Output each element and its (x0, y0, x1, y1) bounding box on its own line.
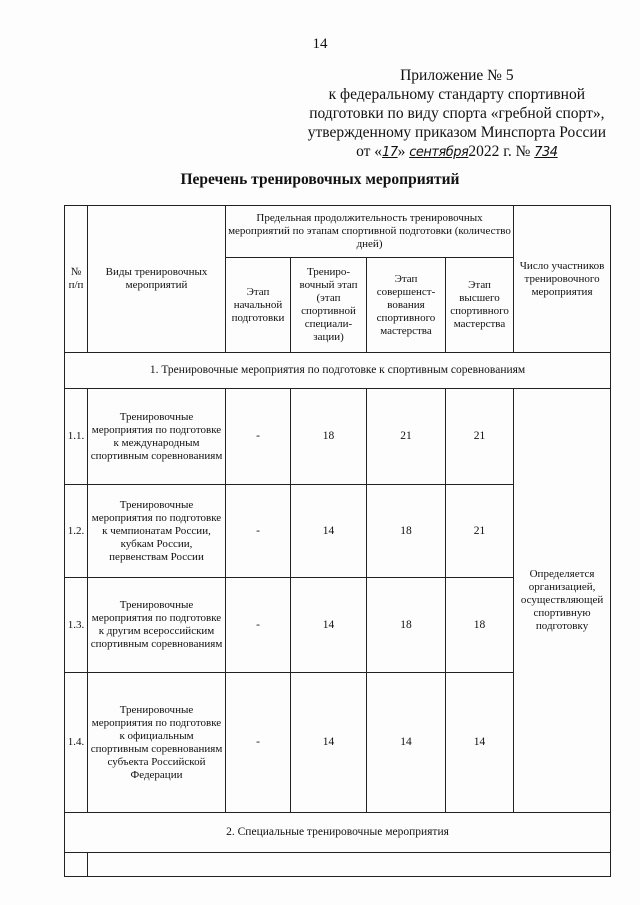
row-improvement: 18 (367, 485, 446, 578)
appendix-line-4: утвержденному приказом Минспорта России (307, 124, 606, 141)
row-highest: 14 (446, 673, 514, 813)
cut-off-cell (65, 853, 88, 877)
row-initial: - (226, 578, 291, 673)
row-highest: 18 (446, 578, 514, 673)
row-num: 1.3. (65, 578, 88, 673)
date-year: 2022 г. № (468, 143, 531, 160)
row-num: 1.4. (65, 673, 88, 813)
row-num: 1.2. (65, 485, 88, 578)
row-training: 14 (291, 673, 367, 813)
row-improvement: 21 (367, 389, 446, 485)
header-stage-initial: Этап начальной подготовки (226, 258, 291, 353)
header-stage-training: Трениро-вочный этап (этап спортивной специали-зации) (291, 258, 367, 353)
header-duration: Предельная продолжительность тренировочных мероприятий по этапам спортивной подготовки (количество дней) (226, 206, 514, 258)
row-initial: - (226, 389, 291, 485)
date-month: сентября (409, 145, 469, 160)
appendix-header (308, 66, 606, 162)
date-mid: » (397, 143, 406, 160)
row-kind: Тренировочные мероприятия по подготовке к международным спортивным соревнованиям (88, 389, 226, 485)
table-row (65, 389, 611, 485)
date-day: 17 (382, 145, 398, 160)
appendix-line-1: Приложение № 5 (400, 67, 514, 84)
row-highest: 21 (446, 389, 514, 485)
row-kind: Тренировочные мероприятия по подготовке к другим всероссийским спортивным соревнованиям (88, 578, 226, 673)
section-2-heading: 2. Специальные тренировочные мероприятия (65, 813, 611, 853)
row-kind: Тренировочные мероприятия по подготовке к официальным спортивным соревнованиям субъекта Российской Федерации (88, 673, 226, 813)
appendix-line-3: подготовки по виду спорта «гребной спорт», (309, 105, 605, 122)
cut-off-cell (88, 853, 611, 877)
row-training: 18 (291, 389, 367, 485)
page-number: 14 (312, 36, 328, 52)
row-training: 14 (291, 485, 367, 578)
row-improvement: 18 (367, 578, 446, 673)
header-stage-improvement: Этап совершенст-вования спортивного мастерства (367, 258, 446, 353)
appendix-date-line (308, 142, 606, 162)
row-improvement: 14 (367, 673, 446, 813)
date-prefix: от « (356, 143, 383, 160)
training-events-table (64, 205, 611, 877)
header-participants: Число участников тренировочного мероприятия (514, 206, 611, 353)
section-1-heading: 1. Тренировочные мероприятия по подготовке к спортивным соревнованиям (65, 353, 611, 389)
row-highest: 21 (446, 485, 514, 578)
row-initial: - (226, 485, 291, 578)
row-num: 1.1. (65, 389, 88, 485)
row-kind: Тренировочные мероприятия по подготовке к чемпионатам России, кубкам России, первенствам России (88, 485, 226, 578)
order-number: 734 (534, 145, 558, 160)
row-initial: - (226, 673, 291, 813)
document-title: Перечень тренировочных мероприятий (180, 171, 460, 188)
header-kind: Виды тренировочных мероприятий (88, 206, 226, 353)
header-stage-highest: Этап высшего спортивного мастерства (446, 258, 514, 353)
row-training: 14 (291, 578, 367, 673)
participants-note: Определяется организацией, осуществляющей спортивную подготовку (514, 389, 611, 813)
header-num: № п/п (65, 206, 88, 353)
appendix-line-2: к федеральному стандарту спортивной (328, 86, 586, 103)
